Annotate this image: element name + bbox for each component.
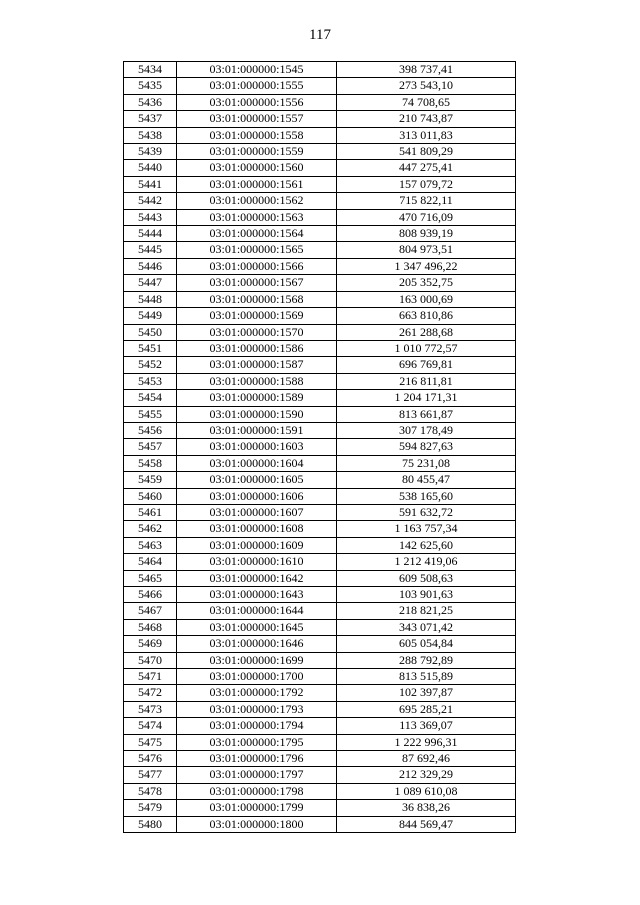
table-row	[124, 62, 516, 78]
cadastral-number-cell: 03:01:000000:1556	[177, 94, 337, 110]
cadastral-number-cell: 03:01:000000:1607	[177, 504, 337, 520]
cadastral-number-cell: 03:01:000000:1793	[177, 701, 337, 717]
table-row	[124, 308, 516, 324]
row-number-cell: 5470	[124, 652, 177, 668]
cadastral-value-cell: 696 769,81	[337, 357, 516, 373]
row-number-cell: 5437	[124, 111, 177, 127]
cadastral-number-cell: 03:01:000000:1645	[177, 619, 337, 635]
row-number-cell: 5448	[124, 291, 177, 307]
table-row	[124, 603, 516, 619]
table-row	[124, 767, 516, 783]
cadastral-value-cell: 1 010 772,57	[337, 340, 516, 356]
cadastral-value-cell: 1 222 996,31	[337, 734, 516, 750]
cadastral-number-cell: 03:01:000000:1603	[177, 439, 337, 455]
cadastral-number-cell: 03:01:000000:1570	[177, 324, 337, 340]
row-number-cell: 5463	[124, 537, 177, 553]
row-number-cell: 5458	[124, 455, 177, 471]
row-number-cell: 5469	[124, 636, 177, 652]
cadastral-value-cell: 1 212 419,06	[337, 554, 516, 570]
table-row	[124, 570, 516, 586]
cadastral-number-cell: 03:01:000000:1562	[177, 193, 337, 209]
cadastral-value-cell: 103 901,63	[337, 587, 516, 603]
row-number-cell: 5475	[124, 734, 177, 750]
row-number-cell: 5460	[124, 488, 177, 504]
table-row	[124, 324, 516, 340]
cadastral-number-cell: 03:01:000000:1610	[177, 554, 337, 570]
table-row	[124, 800, 516, 816]
cadastral-value-cell: 808 939,19	[337, 226, 516, 242]
cadastral-value-cell: 470 716,09	[337, 209, 516, 225]
cadastral-value-cell: 813 661,87	[337, 406, 516, 422]
row-number-cell: 5454	[124, 390, 177, 406]
row-number-cell: 5451	[124, 340, 177, 356]
table-row	[124, 783, 516, 799]
cadastral-value-cell: 163 000,69	[337, 291, 516, 307]
table-row	[124, 127, 516, 143]
cadastral-value-cell: 804 973,51	[337, 242, 516, 258]
cadastral-value-cell: 844 569,47	[337, 816, 516, 832]
row-number-cell: 5462	[124, 521, 177, 537]
cadastral-value-cell: 1 204 171,31	[337, 390, 516, 406]
table-row	[124, 701, 516, 717]
table-row	[124, 390, 516, 406]
cadastral-number-cell: 03:01:000000:1567	[177, 275, 337, 291]
table-row	[124, 472, 516, 488]
cadastral-number-cell: 03:01:000000:1606	[177, 488, 337, 504]
table-row	[124, 176, 516, 192]
row-number-cell: 5456	[124, 422, 177, 438]
cadastral-number-cell: 03:01:000000:1591	[177, 422, 337, 438]
cadastral-number-cell: 03:01:000000:1564	[177, 226, 337, 242]
cadastral-number-cell: 03:01:000000:1557	[177, 111, 337, 127]
table-row	[124, 537, 516, 553]
cadastral-value-cell: 313 011,83	[337, 127, 516, 143]
row-number-cell: 5453	[124, 373, 177, 389]
cadastral-value-cell: 594 827,63	[337, 439, 516, 455]
row-number-cell: 5459	[124, 472, 177, 488]
cadastral-value-cell: 695 285,21	[337, 701, 516, 717]
cadastral-number-cell: 03:01:000000:1604	[177, 455, 337, 471]
cadastral-value-cell: 205 352,75	[337, 275, 516, 291]
row-number-cell: 5439	[124, 144, 177, 160]
row-number-cell: 5479	[124, 800, 177, 816]
cadastral-value-cell: 80 455,47	[337, 472, 516, 488]
row-number-cell: 5466	[124, 587, 177, 603]
table-row	[124, 669, 516, 685]
cadastral-value-cell: 591 632,72	[337, 504, 516, 520]
table-row	[124, 685, 516, 701]
table-row	[124, 488, 516, 504]
row-number-cell: 5434	[124, 62, 177, 78]
row-number-cell: 5442	[124, 193, 177, 209]
cadastral-value-cell: 307 178,49	[337, 422, 516, 438]
cadastral-number-cell: 03:01:000000:1559	[177, 144, 337, 160]
table-row	[124, 455, 516, 471]
row-number-cell: 5461	[124, 504, 177, 520]
cadastral-value-cell: 605 054,84	[337, 636, 516, 652]
cadastral-number-cell: 03:01:000000:1563	[177, 209, 337, 225]
cadastral-value-cell: 1 347 496,22	[337, 258, 516, 274]
table-row	[124, 160, 516, 176]
row-number-cell: 5477	[124, 767, 177, 783]
table-row	[124, 78, 516, 94]
cadastral-number-cell: 03:01:000000:1797	[177, 767, 337, 783]
cadastral-value-cell: 609 508,63	[337, 570, 516, 586]
cadastral-value-cell: 813 515,89	[337, 669, 516, 685]
row-number-cell: 5455	[124, 406, 177, 422]
table-row	[124, 209, 516, 225]
cadastral-number-cell: 03:01:000000:1608	[177, 521, 337, 537]
cadastral-number-cell: 03:01:000000:1646	[177, 636, 337, 652]
row-number-cell: 5450	[124, 324, 177, 340]
cadastral-number-cell: 03:01:000000:1565	[177, 242, 337, 258]
table-row	[124, 275, 516, 291]
table-row	[124, 439, 516, 455]
row-number-cell: 5441	[124, 176, 177, 192]
table-row	[124, 521, 516, 537]
cadastral-number-cell: 03:01:000000:1699	[177, 652, 337, 668]
cadastral-value-cell: 113 369,07	[337, 718, 516, 734]
cadastral-number-cell: 03:01:000000:1643	[177, 587, 337, 603]
cadastral-value-cell: 218 821,25	[337, 603, 516, 619]
row-number-cell: 5480	[124, 816, 177, 832]
row-number-cell: 5478	[124, 783, 177, 799]
row-number-cell: 5473	[124, 701, 177, 717]
cadastral-number-cell: 03:01:000000:1605	[177, 472, 337, 488]
cadastral-value-cell: 1 163 757,34	[337, 521, 516, 537]
cadastral-number-cell: 03:01:000000:1586	[177, 340, 337, 356]
row-number-cell: 5476	[124, 751, 177, 767]
table-row	[124, 751, 516, 767]
cadastral-value-cell: 102 397,87	[337, 685, 516, 701]
row-number-cell: 5447	[124, 275, 177, 291]
cadastral-number-cell: 03:01:000000:1561	[177, 176, 337, 192]
cadastral-number-cell: 03:01:000000:1799	[177, 800, 337, 816]
cadastral-number-cell: 03:01:000000:1590	[177, 406, 337, 422]
cadastral-number-cell: 03:01:000000:1587	[177, 357, 337, 373]
cadastral-number-cell: 03:01:000000:1545	[177, 62, 337, 78]
cadastral-number-cell: 03:01:000000:1555	[177, 78, 337, 94]
table-row	[124, 587, 516, 603]
cadastral-value-cell: 715 822,11	[337, 193, 516, 209]
row-number-cell: 5440	[124, 160, 177, 176]
cadastral-number-cell: 03:01:000000:1609	[177, 537, 337, 553]
table-row	[124, 373, 516, 389]
cadastral-number-cell: 03:01:000000:1798	[177, 783, 337, 799]
table-row	[124, 193, 516, 209]
cadastral-value-cell: 273 543,10	[337, 78, 516, 94]
cadastral-value-cell: 663 810,86	[337, 308, 516, 324]
row-number-cell: 5449	[124, 308, 177, 324]
row-number-cell: 5472	[124, 685, 177, 701]
cadastral-number-cell: 03:01:000000:1792	[177, 685, 337, 701]
cadastral-value-cell: 343 071,42	[337, 619, 516, 635]
cadastral-value-cell: 157 079,72	[337, 176, 516, 192]
cadastral-number-cell: 03:01:000000:1796	[177, 751, 337, 767]
cadastral-value-cell: 541 809,29	[337, 144, 516, 160]
row-number-cell: 5435	[124, 78, 177, 94]
row-number-cell: 5436	[124, 94, 177, 110]
table-row	[124, 504, 516, 520]
cadastral-number-cell: 03:01:000000:1566	[177, 258, 337, 274]
cadastral-number-cell: 03:01:000000:1795	[177, 734, 337, 750]
row-number-cell: 5468	[124, 619, 177, 635]
cadastral-number-cell: 03:01:000000:1644	[177, 603, 337, 619]
table-row	[124, 357, 516, 373]
table-row	[124, 291, 516, 307]
cadastral-value-cell: 1 089 610,08	[337, 783, 516, 799]
cadastral-value-cell: 447 275,41	[337, 160, 516, 176]
cadastral-number-cell: 03:01:000000:1589	[177, 390, 337, 406]
cadastral-number-cell: 03:01:000000:1560	[177, 160, 337, 176]
cadastral-number-cell: 03:01:000000:1700	[177, 669, 337, 685]
cadastral-value-cell: 288 792,89	[337, 652, 516, 668]
table-row	[124, 406, 516, 422]
cadastral-number-cell: 03:01:000000:1558	[177, 127, 337, 143]
table-row	[124, 734, 516, 750]
row-number-cell: 5452	[124, 357, 177, 373]
table-row	[124, 619, 516, 635]
table-row	[124, 816, 516, 832]
table-row	[124, 111, 516, 127]
cadastral-number-cell: 03:01:000000:1588	[177, 373, 337, 389]
row-number-cell: 5446	[124, 258, 177, 274]
cadastral-value-cell: 398 737,41	[337, 62, 516, 78]
cadastral-value-cell: 538 165,60	[337, 488, 516, 504]
table-body	[124, 62, 516, 833]
row-number-cell: 5457	[124, 439, 177, 455]
cadastral-value-cell: 212 329,29	[337, 767, 516, 783]
table-row	[124, 144, 516, 160]
page-number: 117	[309, 27, 331, 43]
cadastral-value-cell: 87 692,46	[337, 751, 516, 767]
row-number-cell: 5438	[124, 127, 177, 143]
row-number-cell: 5467	[124, 603, 177, 619]
row-number-cell: 5444	[124, 226, 177, 242]
row-number-cell: 5474	[124, 718, 177, 734]
table-row	[124, 94, 516, 110]
cadastral-value-table	[123, 61, 516, 833]
cadastral-value-cell: 216 811,81	[337, 373, 516, 389]
table-row	[124, 718, 516, 734]
table-row	[124, 554, 516, 570]
cadastral-number-cell: 03:01:000000:1568	[177, 291, 337, 307]
row-number-cell: 5445	[124, 242, 177, 258]
cadastral-number-cell: 03:01:000000:1569	[177, 308, 337, 324]
cadastral-value-cell: 75 231,08	[337, 455, 516, 471]
table-row	[124, 340, 516, 356]
cadastral-value-cell: 210 743,87	[337, 111, 516, 127]
table-row	[124, 226, 516, 242]
cadastral-value-cell: 36 838,26	[337, 800, 516, 816]
table-row	[124, 652, 516, 668]
table-row	[124, 422, 516, 438]
row-number-cell: 5464	[124, 554, 177, 570]
row-number-cell: 5465	[124, 570, 177, 586]
cadastral-number-cell: 03:01:000000:1800	[177, 816, 337, 832]
cadastral-value-cell: 261 288,68	[337, 324, 516, 340]
row-number-cell: 5443	[124, 209, 177, 225]
row-number-cell: 5471	[124, 669, 177, 685]
table-row	[124, 242, 516, 258]
cadastral-value-cell: 74 708,65	[337, 94, 516, 110]
cadastral-value-cell: 142 625,60	[337, 537, 516, 553]
table-row	[124, 258, 516, 274]
cadastral-number-cell: 03:01:000000:1642	[177, 570, 337, 586]
cadastral-number-cell: 03:01:000000:1794	[177, 718, 337, 734]
table-row	[124, 636, 516, 652]
